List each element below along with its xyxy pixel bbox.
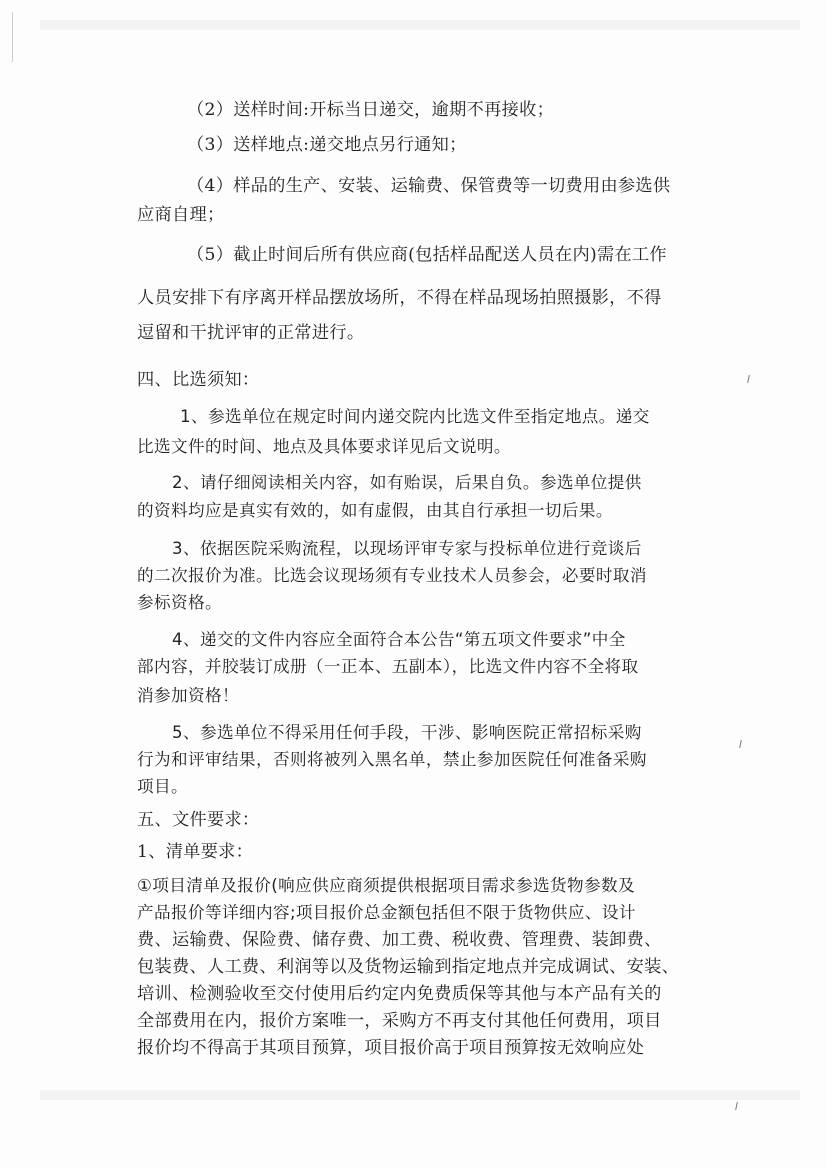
text-line: 比选文件的时间、地点及具体要求详见后文说明。 [137,437,511,456]
text-line: （5）截止时间后所有供应商(包括样品配送人员在内)需在工作 [187,245,667,265]
scan-speck [739,740,742,748]
text-line: 项目。 [137,777,188,796]
text-line: 2、请仔细阅读相关内容，如有贻误，后果自负。参选单位提供 [172,473,642,492]
text-line: 5、参选单位不得采用任何手段，干涉、影响医院正常招标采购 [172,723,642,742]
text-line: 1、参选单位在规定时间内递交院内比选文件至指定地点。递交 [180,407,650,426]
text-line: 参标资格。 [137,593,222,612]
text-line: 包装费、人工费、利润等以及货物运输到指定地点并完成调试、安装、 [137,957,680,977]
text-line: 四、比选须知： [137,370,260,390]
text-line: （4）样品的生产、安装、运输费、保管费等一切费用由参选供 [187,176,671,196]
text-line: 应商自理； [137,205,225,225]
text-line: 1、清单要求： [137,842,254,862]
text-line: 的资料均应是真实有效的，如有虚假，由其自行承担一切后果。 [137,501,613,520]
text-line: 全部费用在内，报价方案唯一，采购方不再支付其他任何费用，项目 [137,1011,662,1031]
text-line: 4、递交的文件内容应全面符合本公告“第五项文件要求”中全 [172,630,626,649]
text-line: 逗留和干扰评审的正常进行。 [137,323,365,343]
bleed-through-bottom [40,1090,800,1100]
text-line: 的二次报价为准。比选会议现场须有专业技术人员参会，必要时取消 [137,566,647,585]
text-line: （3）送样地点:递交地点另行通知； [187,135,467,155]
text-line: 3、依据医院采购流程，以现场评审专家与投标单位进行竞谈后 [172,539,642,558]
text-line: 产品报价等详细内容;项目报价总金额包括但不限于货物供应、设计 [137,903,636,922]
text-line: 行为和评审结果，否则将被列入黑名单，禁止参加医院任何准备采购 [137,750,647,769]
scan-edge-line [12,12,13,62]
text-line: 五、文件要求： [137,810,260,830]
bleed-through-top [40,20,800,30]
text-line: （2）送样时间:开标当日递交，逾期不再接收； [187,100,555,120]
scan-speck [735,1102,738,1110]
text-line: ①项目清单及报价(响应供应商须提供根据项目需求参选货物参数及 [137,876,635,895]
text-line: 费、运输费、保险费、储存费、加工费、税收费、管理费、装卸费、 [137,930,662,950]
text-line: 报价均不得高于其项目预算，项目报价高于项目预算按无效响应处 [137,1038,645,1058]
text-line: 消参加资格！ [137,686,239,705]
scan-speck [747,375,750,383]
text-line: 培训、检测验收至交付使用后约定内免费质保等其他与本产品有关的 [137,984,662,1004]
text-line: 人员安排下有序离开样品摆放场所，不得在样品现场拍照摄影，不得 [137,288,662,308]
text-line: 部内容，并胶装订成册（一正本、五副本），比选文件内容不全将取 [137,657,639,676]
